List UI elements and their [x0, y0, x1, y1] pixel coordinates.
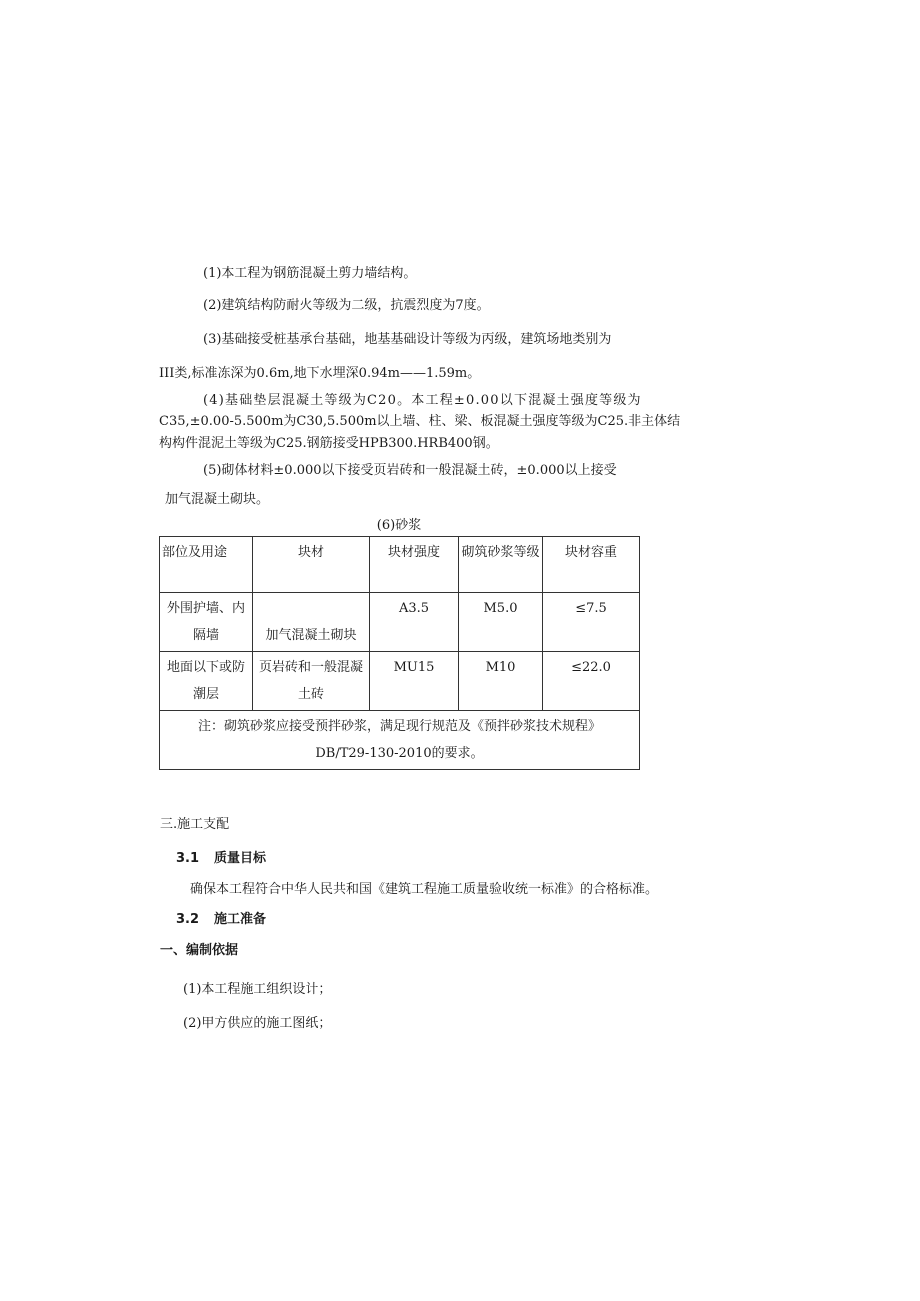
table-cell: M5.0 — [459, 593, 543, 652]
section-3-1-text: 确保本工程符合中华人民共和国《建筑工程施工质量验收统一标准》的合格标准。 — [190, 882, 659, 897]
paragraph-4-line-3: 构构件混泥土等级为C25.钢筋接受HPB300.HRB400钢。 — [159, 436, 499, 451]
table-cell: MU15 — [370, 652, 459, 711]
note-line-2: DB/T29-130-2010的要求。 — [315, 746, 484, 761]
table-cell: ≤22.0 — [543, 652, 640, 711]
basis-item-2: (2)甲方供应的施工图纸； — [183, 1016, 332, 1031]
header-cell: 块材 — [253, 537, 370, 593]
paragraph-4-line-2: C35,±0.00-5.500m为C30,5.500m以上墙、柱、梁、板混凝土强度等级为C25.非主体结 — [159, 414, 681, 429]
paragraph-5-line-1: (5)砌体材料±0.000以下接受页岩砖和一般混凝土砖，±0.000以上接受 — [203, 463, 617, 478]
header-cell: 部位及用途 — [160, 537, 253, 593]
table-cell: A3.5 — [370, 593, 459, 652]
section-3-2-number: 3.2 — [176, 912, 200, 927]
note-line-1: 注：砌筑砂浆应接受预拌砂浆，满足现行规范及《预拌砂浆技术规程》 — [197, 719, 601, 734]
table-cell: 地面以下或防潮层 — [160, 652, 253, 711]
section-3-1-title: 质量目标 — [214, 851, 267, 866]
paragraph-1: (1)本工程为钢筋混凝土剪力墙结构。 — [203, 266, 417, 281]
paragraph-4-line-1: (4)基础垫层混凝土等级为C20。本工程±0.00以下混凝土强度等级为 — [203, 393, 642, 408]
section-3-title: 三.施工支配 — [160, 817, 230, 832]
section-3-2-title: 施工准备 — [214, 912, 267, 927]
subsection-title: 一、编制依据 — [160, 943, 239, 958]
table-row — [160, 652, 640, 711]
table-note-row — [160, 711, 640, 770]
basis-item-1: (1)本工程施工组织设计； — [183, 982, 332, 997]
table-cell: 页岩砖和一般混凝土砖 — [253, 652, 370, 711]
table-caption: (6)砂浆 — [376, 518, 422, 533]
table-cell: 加气混凝土砌块 — [253, 593, 370, 652]
header-cell: 砌筑砂浆等级 — [459, 537, 543, 593]
header-cell: 块材强度 — [370, 537, 459, 593]
paragraph-5-line-2: 加气混凝土砌块。 — [165, 492, 270, 507]
table-cell: M10 — [459, 652, 543, 711]
table-cell: ≤7.5 — [543, 593, 640, 652]
section-3-1-number: 3.1 — [176, 851, 200, 866]
paragraph-3-line-2: III类,标准冻深为0.6m,地下水埋深0.94m——1.59m。 — [159, 366, 481, 381]
table-header-row — [160, 537, 640, 593]
header-cell: 块材容重 — [543, 537, 640, 593]
paragraph-2: (2)建筑结构防耐火等级为二级，抗震烈度为7度。 — [203, 298, 490, 313]
table-note — [160, 711, 640, 770]
table-cell: 外围护墙、内隔墙 — [160, 593, 253, 652]
paragraph-3-line-1: (3)基础接受桩基承台基础，地基基础设计等级为丙级，建筑场地类别为 — [203, 332, 612, 347]
table-row — [160, 593, 640, 652]
mortar-table — [159, 536, 640, 770]
